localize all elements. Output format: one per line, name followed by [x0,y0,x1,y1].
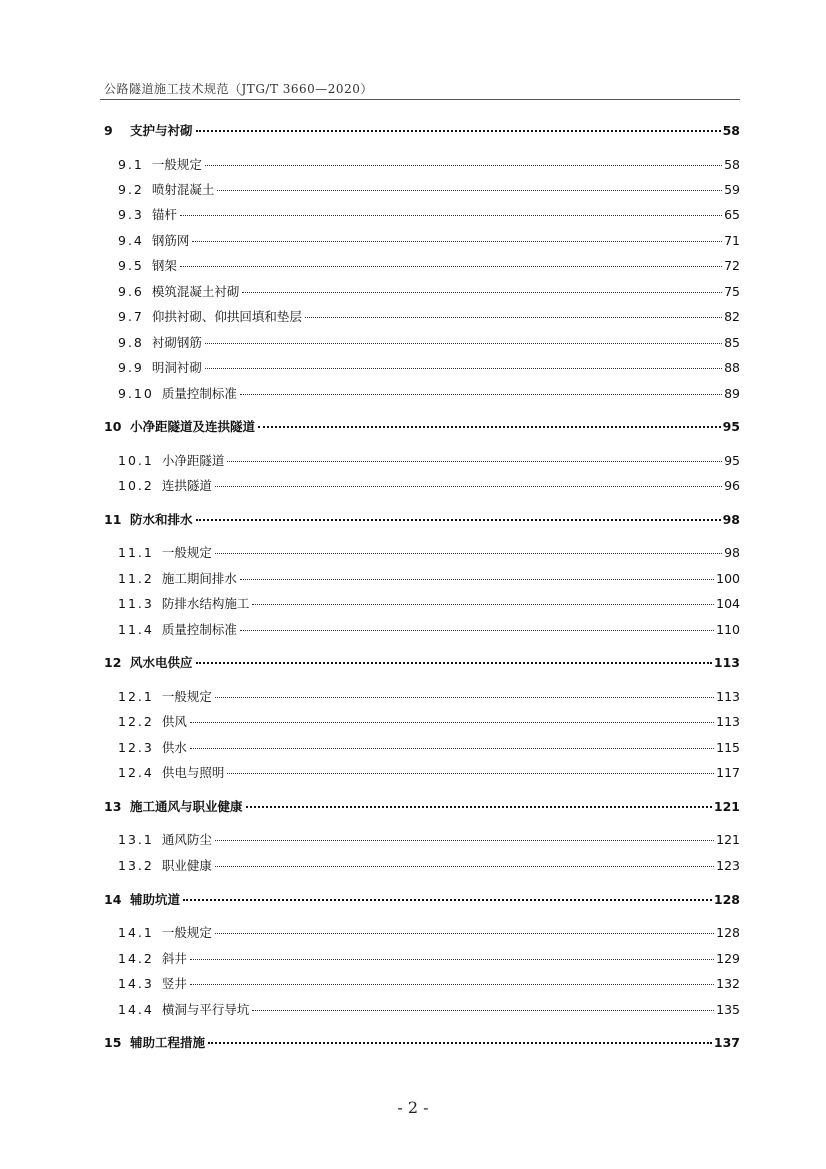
toc-entry-number: 14.2 [118,951,154,966]
toc-chapter-entry[interactable] [104,890,740,910]
toc-entry-title: 通风防尘 [161,832,212,847]
toc-entry-page: 58 [724,157,740,172]
toc-entry-number: 14.1 [118,925,154,940]
toc-entry-number: 14.3 [118,976,154,991]
toc-entry-title: 职业健康 [161,858,212,873]
dot-leader [215,552,722,554]
toc-section-entry[interactable] [118,712,740,732]
toc-entry-title: 钢筋网 [151,233,190,248]
dot-leader [180,265,722,267]
toc-entry-title: 一般规定 [161,545,212,560]
toc-entry-title: 施工期间排水 [161,571,237,586]
toc-entry-title: 小净距隧道 [161,453,225,468]
dot-leader [240,578,714,580]
toc-section-entry[interactable] [118,543,740,563]
toc-section-entry[interactable] [118,594,740,614]
toc-entry-title: 衬砌钢筋 [151,335,202,350]
toc-entry-number: 12.1 [118,689,154,704]
dot-leader [215,839,714,841]
dot-leader [183,898,712,901]
toc-section-entry[interactable] [118,476,740,496]
toc-entry-title: 支护与衬砌 [130,123,193,138]
toc-entry-page: 135 [716,1002,740,1017]
dot-leader [196,518,721,521]
toc-entry-title: 防水和排水 [130,512,193,527]
toc-entry-title: 供风 [161,714,187,729]
toc-entry-number: 9.4 [118,233,144,248]
toc-entry-number: 11.3 [118,596,154,611]
toc-entry-number: 9.9 [118,360,144,375]
dot-leader [190,958,714,960]
toc-entry-page: 58 [722,123,740,138]
toc-entry-page: 121 [713,799,740,814]
toc-chapter-entry[interactable] [104,121,740,141]
toc-chapter-entry[interactable] [104,653,740,673]
toc-entry-number: 13 [104,799,122,814]
toc-entry-page: 121 [716,832,740,847]
toc-entry-number: 14.4 [118,1002,154,1017]
toc-section-entry[interactable] [118,384,740,404]
toc-entry-page: 96 [724,478,740,493]
toc-entry-page: 98 [724,545,740,560]
toc-entry-page: 95 [722,419,740,434]
toc-section-entry[interactable] [118,358,740,378]
toc-entry-title: 一般规定 [161,925,212,940]
toc-entry-title: 防排水结构施工 [161,596,250,611]
toc-entry-title: 喷射混凝土 [151,182,215,197]
toc-chapter-entry[interactable] [104,1033,740,1053]
toc-chapter-entry[interactable] [104,797,740,817]
toc-entry-title: 风水电供应 [130,655,193,670]
dot-leader [196,129,721,132]
toc-entry-title: 质量控制标准 [161,386,237,401]
dot-leader [196,661,712,664]
dot-leader [227,772,714,774]
dot-leader [227,460,722,462]
page-number: - 2 - [397,1098,429,1117]
toc-entry-page: 98 [722,512,740,527]
dot-leader [240,629,714,631]
toc-entry-page: 113 [713,655,740,670]
toc-section-entry[interactable] [118,333,740,353]
toc-entry-number: 9.3 [118,207,144,222]
toc-entry-number: 9.7 [118,309,144,324]
toc-entry-number: 10.2 [118,478,154,493]
toc-chapter-entry[interactable] [104,417,740,437]
toc-entry-number: 9 [104,123,113,138]
toc-entry-number: 9.8 [118,335,144,350]
toc-section-entry[interactable] [118,155,740,175]
toc-entry-number: 13.1 [118,832,154,847]
running-header: 公路隧道施工技术规范（JTG/T 3660—2020） [104,82,373,96]
toc-entry-title: 连拱隧道 [161,478,212,493]
toc-section-entry[interactable] [118,687,740,707]
toc-entry-page: 65 [724,207,740,222]
toc-entry-number: 12.3 [118,740,154,755]
dot-leader [192,240,722,242]
dot-leader [205,367,722,369]
toc-entry-title: 仰拱衬砌、仰拱回填和垫层 [151,309,302,324]
dot-leader [242,291,722,293]
dot-leader [208,1041,712,1044]
toc-entry-number: 15 [104,1035,122,1050]
toc-entry-page: 100 [716,571,740,586]
dot-leader [258,425,721,428]
toc-entry-page: 88 [724,360,740,375]
dot-leader [217,189,722,191]
dot-leader [205,342,722,344]
dot-leader [205,164,722,166]
toc-entry-number: 11.4 [118,622,154,637]
toc-chapter-entry[interactable] [104,510,740,530]
dot-leader [215,696,714,698]
toc-entry-page: 128 [713,892,740,907]
toc-entry-page: 137 [713,1035,740,1050]
dot-leader [215,932,714,934]
toc-entry-page: 71 [724,233,740,248]
toc-entry-number: 11.1 [118,545,154,560]
dot-leader [190,721,714,723]
toc-entry-title: 质量控制标准 [161,622,237,637]
toc-entry-title: 横洞与平行导坑 [161,1002,250,1017]
toc-entry-title: 供电与照明 [161,765,225,780]
dot-leader [215,865,714,867]
toc-entry-page: 113 [716,714,740,729]
toc-entry-page: 129 [716,951,740,966]
toc-section-entry[interactable] [118,1000,740,1020]
toc-entry-number: 10.1 [118,453,154,468]
dot-leader [252,1009,714,1011]
toc-entry-title: 锚杆 [151,207,177,222]
toc-entry-title: 钢架 [151,258,177,273]
toc-entry-title: 斜井 [161,951,187,966]
dot-leader [246,805,712,808]
toc-entry-page: 85 [724,335,740,350]
toc-entry-page: 115 [716,740,740,755]
toc-section-entry[interactable] [118,307,740,327]
toc-entry-page: 123 [716,858,740,873]
toc-entry-number: 13.2 [118,858,154,873]
toc-entry-page: 110 [716,622,740,637]
toc-entry-number: 14 [104,892,122,907]
toc-section-entry[interactable] [118,856,740,876]
dot-leader [180,214,722,216]
toc-entry-page: 113 [716,689,740,704]
toc-entry-number: 9.1 [118,157,144,172]
toc-entry-page: 117 [716,765,740,780]
toc-section-entry[interactable] [118,974,740,994]
toc-entry-page: 59 [724,182,740,197]
toc-entry-title: 辅助坑道 [130,892,181,907]
toc-entry-title: 模筑混凝土衬砌 [151,284,240,299]
toc-section-entry[interactable] [118,620,740,640]
toc-entry-page: 132 [716,976,740,991]
toc-section-entry[interactable] [118,830,740,850]
toc-entry-number: 9.10 [118,386,154,401]
toc-entry-title: 辅助工程措施 [130,1035,206,1050]
toc-section-entry[interactable] [118,205,740,225]
toc-entry-title: 一般规定 [161,689,212,704]
toc-section-entry[interactable] [118,180,740,200]
toc-entry-number: 12.2 [118,714,154,729]
toc-entry-page: 95 [724,453,740,468]
toc-section-entry[interactable] [118,738,740,758]
toc-entry-number: 11.2 [118,571,154,586]
toc-entry-title: 供水 [161,740,187,755]
toc-entry-number: 9.6 [118,284,144,299]
toc-entry-title: 小净距隧道及连拱隧道 [130,419,256,434]
toc-entry-page: 128 [716,925,740,940]
toc-entry-page: 75 [724,284,740,299]
toc-entry-number: 12.4 [118,765,154,780]
toc-entry-page: 82 [724,309,740,324]
toc-entry-page: 89 [724,386,740,401]
toc-entry-number: 11 [104,512,122,527]
toc-entry-number: 10 [104,419,122,434]
toc-section-entry[interactable] [118,923,740,943]
toc-section-entry[interactable] [118,451,740,471]
toc-section-entry[interactable] [118,231,740,251]
toc-entry-number: 12 [104,655,122,670]
toc-entry-title: 竖井 [161,976,187,991]
toc-entry-title: 明洞衬砌 [151,360,202,375]
toc-entry-title: 施工通风与职业健康 [130,799,243,814]
toc-section-entry[interactable] [118,949,740,969]
dot-leader [215,485,722,487]
toc-entry-number: 9.2 [118,182,144,197]
dot-leader [305,316,722,318]
toc-entry-page: 72 [724,258,740,273]
toc-entry-title: 一般规定 [151,157,202,172]
dot-leader [190,747,714,749]
toc-entry-page: 104 [716,596,740,611]
toc-section-entry[interactable] [118,282,740,302]
dot-leader [190,983,714,985]
toc-section-entry[interactable] [118,763,740,783]
toc-entry-number: 9.5 [118,258,144,273]
dot-leader [240,393,722,395]
toc-section-entry[interactable] [118,256,740,276]
dot-leader [252,603,714,605]
toc-section-entry[interactable] [118,569,740,589]
